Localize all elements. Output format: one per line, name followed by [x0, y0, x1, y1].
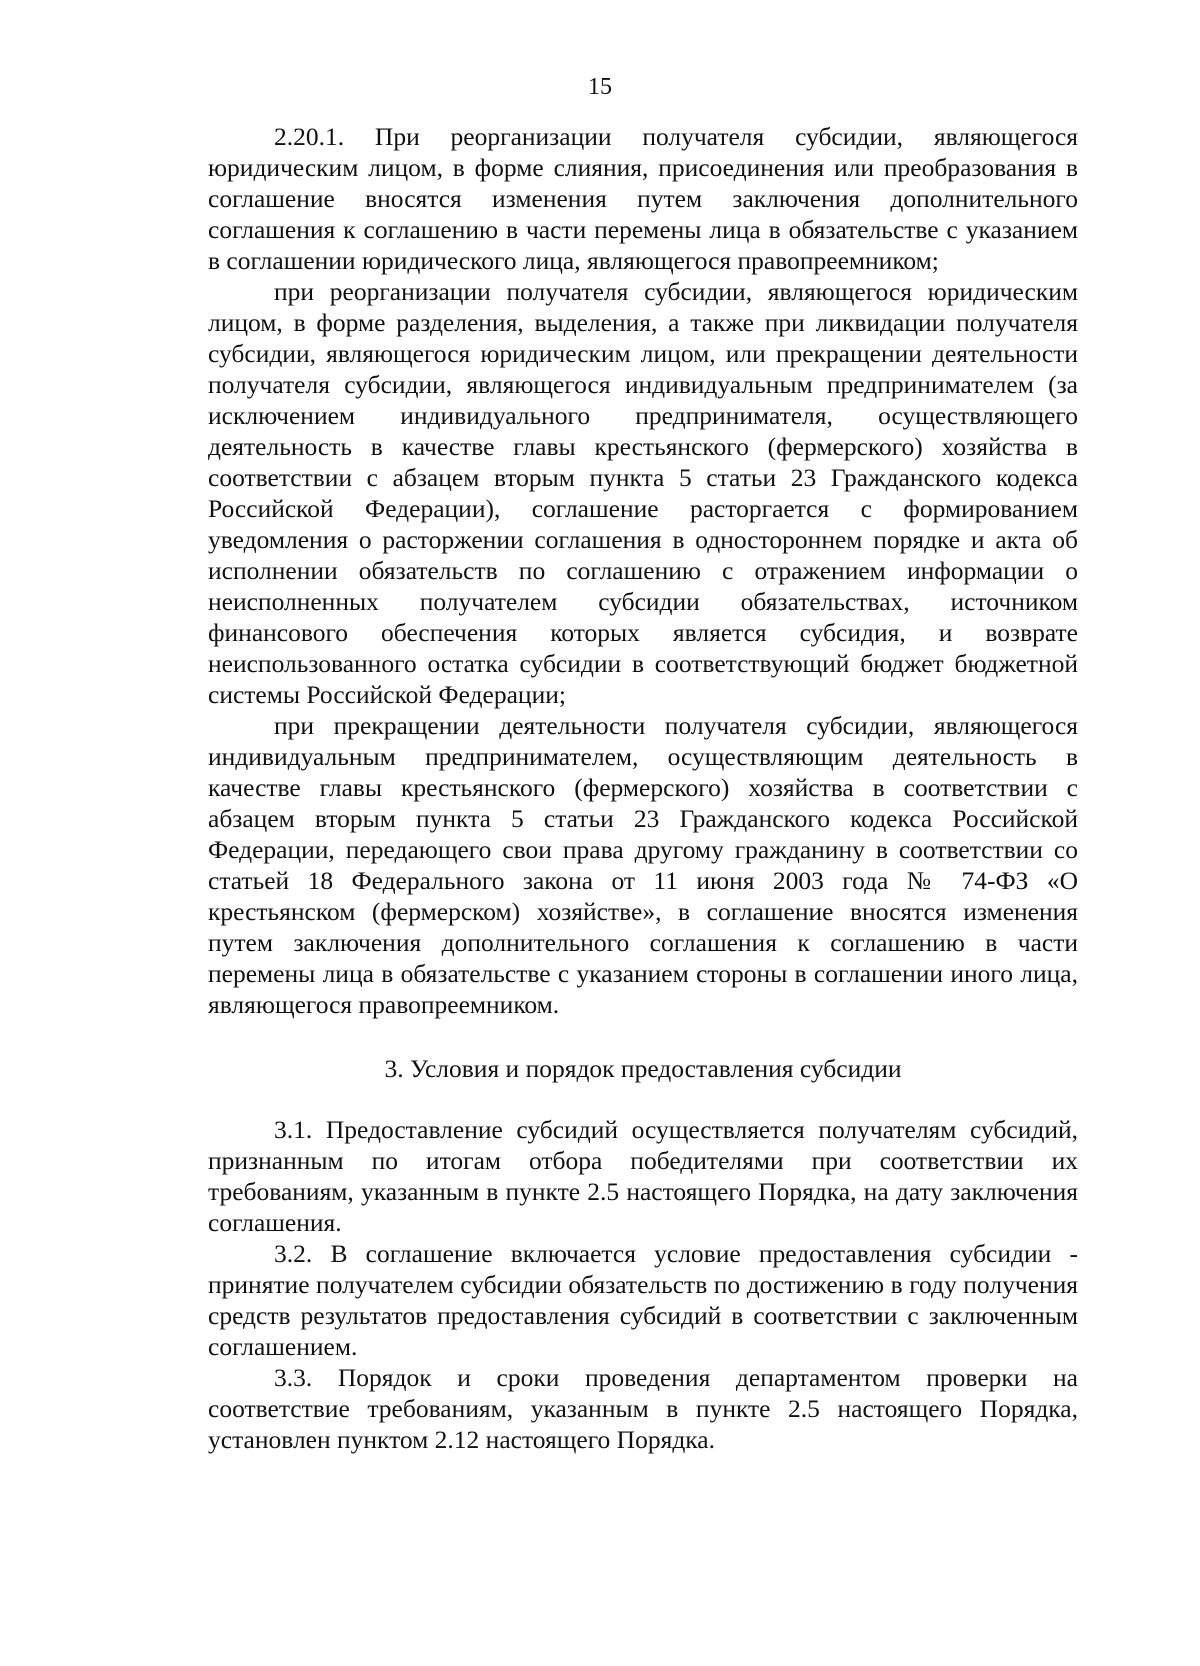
paragraph-3-3: 3.3. Порядок и сроки проведения департаментом проверки на соответствие требованиям, указанным в пункте 2.5 настоящего Порядка, установлен пунктом 2.12 настоящего Порядка.: [208, 1363, 1078, 1454]
document-body: [208, 121, 1078, 1455]
paragraph-3-2: 3.2. В соглашение включается условие предоставления субсидии - принятие получателем субсидии обязательств по достижению в году получения средств результатов предоставления субсидий в соответствии с заключенным соглашением.: [208, 1239, 1078, 1361]
paragraph-reorganization-division: при реорганизации получателя субсидии, являющегося юридическим лицом, в форме разделения, выделения, а также при ликвидации получателя субсидии, являющегося юридическим лицом, или прекращении деятельности получателя субсидии, являющегося индивидуальным предпринимателем (за исключением индивидуального предпринимателя, осуществляющего деятельность в качестве главы крестьянского (фермерского) хозяйства в соответствии с абзацем вторым пункта 5 статьи 23 Гражданского кодекса Российской Федерации), соглашение расторгается с формированием уведомления о расторжении соглашения в одностороннем порядке и акта об исполнении обязательств по соглашению с отражением информации о неисполненных получателем субсидии обязательствах, источником финансового обеспечения которых является субсидия, и возврате неиспользованного остатка субсидии в соответствующий бюджет бюджетной системы Российской Федерации;: [208, 277, 1078, 709]
section-3-heading: 3. Условия и порядок предоставления субсидии: [384, 1054, 902, 1083]
page-number: 15: [588, 74, 612, 100]
paragraph-farm-termination: при прекращении деятельности получателя субсидии, являющегося индивидуальным предпринимателем, осуществляющим деятельность в качестве главы крестьянского (фермерского) хозяйства в соответствии с абзацем вторым пункта 5 статьи 23 Гражданского кодекса Российской Федерации, передающего свои права другому гражданину в соответствии со статьей 18 Федерального закона от 11 июня 2003 года № 74-ФЗ «О крестьянском (фермерском) хозяйстве», в соглашение вносятся изменения путем заключения дополнительного соглашения к соглашению в части перемены лица в обязательстве с указанием стороны в соглашении иного лица, являющегося правопреемником.: [208, 711, 1078, 1019]
paragraph-2-20-1: 2.20.1. При реорганизации получателя субсидии, являющегося юридическим лицом, в форме слияния, присоединения или преобразования в соглашение вносятся изменения путем заключения дополнительного соглашения к соглашению в части перемены лица в обязательстве с указанием в соглашении юридического лица, являющегося правопреемником;: [208, 122, 1078, 275]
paragraph-3-1: 3.1. Предоставление субсидий осуществляется получателям субсидий, признанным по итогам отбора победителями при соответствии их требованиям, указанным в пункте 2.5 настоящего Порядка, на дату заключения соглашения.: [208, 1115, 1078, 1237]
